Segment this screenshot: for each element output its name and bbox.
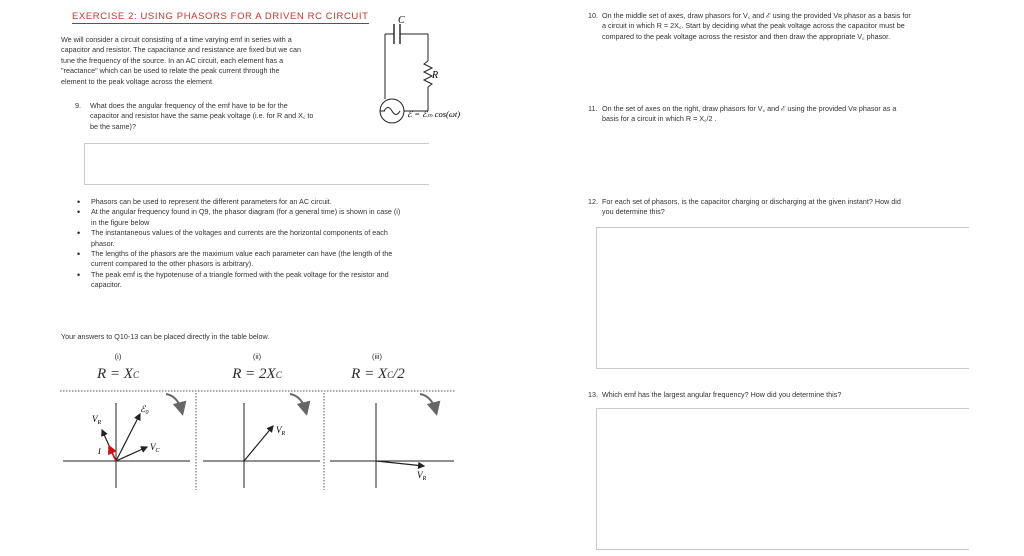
intro-line: capacitor and resistor. The capacitance and resistance are fixed but we can	[61, 45, 301, 55]
vr-phasor	[244, 426, 273, 461]
case-iii-label: (iii)	[372, 352, 382, 361]
question-line: For each set of phasors, is the capacitor charging or discharging at the given instant? How did	[602, 197, 901, 206]
formula-main: R = X	[97, 366, 133, 382]
vr-label: $V_R$	[417, 470, 427, 482]
exercise-title: EXERCISE 2: USING PHASORS FOR A DRIVEN RC CIRCUIT	[72, 11, 369, 22]
vc-label: $V_C$	[150, 442, 160, 454]
case-ii-formula	[197, 366, 317, 383]
note-line: current compared to the other phasors is arbitrary).	[91, 259, 254, 269]
note-line: • The instantaneous values of the voltages and currents are the horizontal components of each	[91, 228, 388, 238]
rotation-arrow	[420, 394, 436, 412]
case-iii-formula	[318, 366, 438, 383]
formula-sub: C	[132, 370, 139, 380]
answer-box-q13[interactable]	[596, 408, 969, 550]
resistor-label: R	[432, 70, 439, 81]
question-line: a circuit in which R = 2X꜀. Start by deciding what the peak voltage across the capacitor must be	[602, 21, 905, 31]
current-phasor	[109, 446, 116, 461]
rotation-arrow	[290, 394, 306, 412]
note-line: in the figure below	[91, 217, 150, 227]
note-item	[91, 197, 447, 207]
note-line: • Phasors can be used to represent the different parameters for an AC circuit.	[91, 197, 332, 206]
intro-paragraph	[61, 35, 361, 87]
question-11	[588, 104, 968, 125]
formula-tail: /2	[393, 366, 405, 382]
note-item	[91, 249, 447, 270]
question-number: 13.	[588, 390, 598, 399]
question-line: Which emf has the largest angular frequency? How did you determine this?	[602, 390, 842, 399]
note-item	[91, 207, 447, 228]
phasor-diagrams	[58, 388, 458, 492]
answer-box-q12[interactable]	[596, 227, 969, 369]
intro-line: tune the frequency of the source. In an AC circuit, each element has a	[61, 55, 284, 65]
note-line: • At the angular frequency found in Q9, the phasor diagram (for a general time) is shown in case (i)	[91, 207, 401, 217]
emf-label: ℰ$_0$	[140, 404, 149, 416]
intro-line: element to the peak voltage across the element.	[61, 76, 215, 86]
question-10	[588, 11, 968, 42]
answer-box-q9[interactable]	[84, 143, 429, 185]
vr-phasor	[376, 461, 424, 466]
capacitor-label: C	[398, 15, 405, 26]
question-line: capacitor and resistor have the same peak voltage (i.e. for R and X꜀ to	[90, 111, 314, 121]
question-12	[588, 197, 968, 218]
phasor-diagram-iii	[330, 394, 454, 488]
note-item	[91, 228, 447, 249]
source-label: ℰ = ℰₘ cos(ωt)	[407, 109, 461, 119]
question-13	[588, 390, 968, 400]
case-i-formula	[58, 366, 178, 383]
formula-sub: C	[387, 370, 394, 380]
question-line: be the same)?	[90, 121, 136, 131]
phasor-notes	[77, 197, 447, 291]
case-ii-label: (ii)	[252, 352, 262, 361]
table-intro: Your answers to Q10-13 can be placed directly in the table below.	[61, 332, 270, 341]
intro-line: We will consider a circuit consisting of a time varying emf in series with a	[61, 35, 292, 44]
question-line: basis for a circuit in which R = X꜀/2 .	[602, 114, 717, 124]
question-line: compared to the peak voltage across the resistor and then draw the appropriate V꜀ phasor.	[602, 31, 891, 41]
question-line: On the middle set of axes, draw phasors for V꜀ and ℰ using the provided Vʀ phasor as a basis for	[602, 11, 911, 20]
formula-main: R = 2X	[232, 366, 276, 382]
intro-line: "reactance" which can be used to relate the peak current through the	[61, 66, 280, 76]
question-line: What does the angular frequency of the emf have to be for the	[90, 101, 288, 110]
emf-phasor	[116, 414, 140, 461]
vr-label: $V_R$	[276, 425, 286, 437]
question-9	[75, 101, 365, 132]
current-label: I	[98, 447, 101, 456]
question-number: 11.	[588, 104, 598, 113]
vr-label: $V_R$	[92, 414, 102, 426]
vc-phasor	[116, 447, 147, 461]
rc-circuit-diagram	[370, 6, 490, 132]
note-item	[91, 270, 447, 291]
question-number: 10.	[588, 11, 598, 20]
question-line: you determine this?	[602, 207, 665, 217]
case-i-label: (i)	[114, 352, 122, 361]
formula-sub: C	[275, 370, 282, 380]
note-line: • The lengths of the phasors are the maximum value each parameter can have (the length of the	[91, 249, 393, 259]
question-line: On the set of axes on the right, draw phasors for V꜀ and ℰ using the provided Vʀ phasor as a	[602, 104, 897, 113]
rotation-arrow	[166, 394, 182, 412]
phasor-diagram-i	[63, 394, 190, 488]
question-number: 9.	[75, 101, 81, 110]
phasor-diagram-ii	[203, 394, 320, 488]
formula-main: R = X	[351, 366, 388, 382]
note-line: capacitor.	[91, 280, 122, 290]
note-line: • The peak emf is the hypotenuse of a triangle formed with the peak voltage for the resistor and	[91, 269, 389, 279]
note-line: phasor.	[91, 238, 115, 248]
question-number: 12.	[588, 197, 598, 206]
